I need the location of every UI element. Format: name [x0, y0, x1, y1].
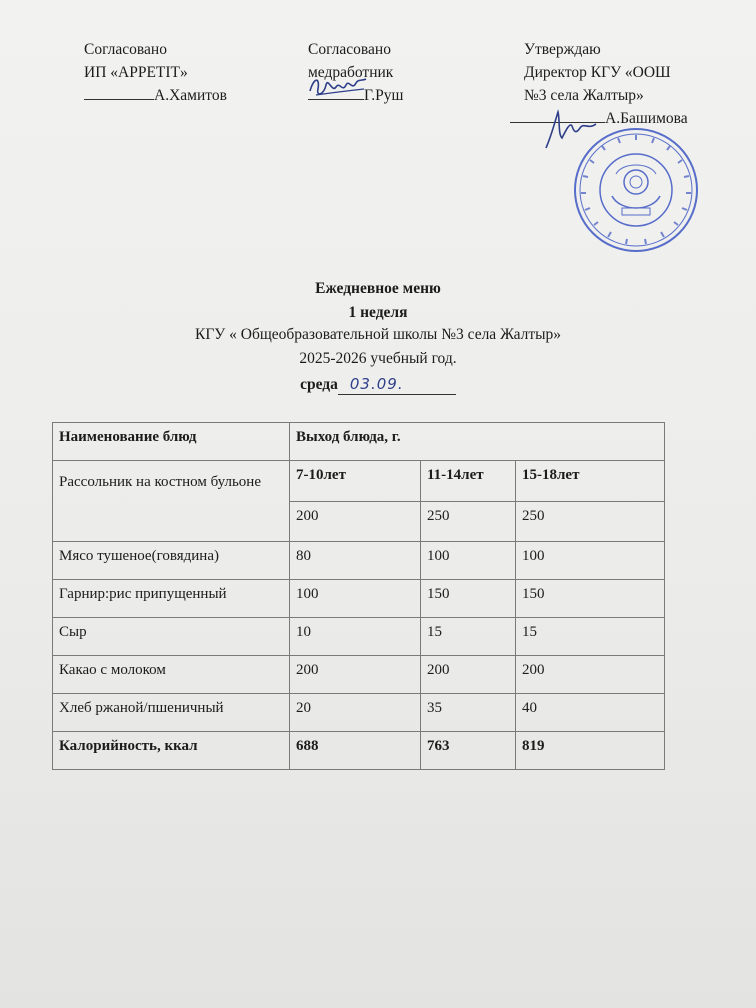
table-cell: 150 [421, 580, 516, 618]
table-cell: 250 [516, 501, 665, 542]
header-dish-name: Наименование блюд [53, 423, 290, 461]
table-cell: 10 [290, 618, 421, 656]
approval-title: Согласовано [308, 41, 391, 58]
date-field [338, 375, 456, 395]
age-header: 11-14лет [421, 461, 516, 502]
table-cell: 15 [516, 618, 665, 656]
table-cell: 200 [290, 501, 421, 542]
table-cell: 80 [290, 542, 421, 580]
table-cell: 200 [421, 656, 516, 694]
total-cell: 763 [421, 732, 516, 770]
dish-name [53, 461, 290, 542]
approval-org: медработник [308, 64, 394, 81]
menu-title: Ежедневное меню [315, 280, 441, 297]
approval-name: Г.Руш [364, 87, 404, 104]
table-cell: 20 [290, 694, 421, 732]
dish-name: Сыр [53, 618, 290, 656]
table-row [53, 656, 665, 694]
approval-title: Утверждаю [524, 41, 601, 58]
approval-name: А.Башимова [605, 110, 688, 127]
academic-year: 2025-2026 учебный год. [299, 350, 457, 367]
table-cell: 250 [421, 501, 516, 542]
approval-name: А.Хамитов [154, 87, 227, 104]
signature-blank [84, 85, 154, 100]
table-row [53, 542, 665, 580]
table-cell: 100 [421, 542, 516, 580]
approval-org: ИП «APPETIT» [84, 64, 188, 81]
dish-name-text: Рассольник на костном бульоне [59, 474, 261, 490]
dish-name: Мясо тушеное(говядина) [53, 542, 290, 580]
day-of-week: среда [300, 376, 338, 393]
table-cell: 40 [516, 694, 665, 732]
dish-name: Хлеб ржаной/пшеничный [53, 694, 290, 732]
approval-signature-line [308, 84, 403, 107]
table-cell: 100 [290, 580, 421, 618]
dish-name: Какао с молоком [53, 656, 290, 694]
school-name: КГУ « Общеобразовательной школы №3 села Жалтыр» [194, 326, 562, 343]
table-row [53, 461, 665, 502]
signature-blank [308, 85, 364, 100]
total-label: Калорийность, ккал [53, 732, 290, 770]
table-cell: 200 [290, 656, 421, 694]
approval-org: Директор КГУ «ООШ [524, 64, 671, 81]
day-date-line [0, 375, 756, 395]
totals-row [53, 732, 665, 770]
header-output: Выход блюда, г. [290, 423, 665, 461]
approval-block-2 [308, 38, 403, 107]
approval-block-1 [84, 38, 227, 107]
official-stamp-icon [572, 126, 700, 254]
table-cell: 150 [516, 580, 665, 618]
age-header: 7-10лет [290, 461, 421, 502]
approval-org-line2: №3 села Жалтыр» [524, 87, 644, 104]
approval-signature-line [84, 84, 227, 107]
table-cell: 100 [516, 542, 665, 580]
approval-title: Согласовано [84, 41, 167, 58]
table-row [53, 580, 665, 618]
table-cell: 15 [421, 618, 516, 656]
handwritten-date: 03.09. [349, 375, 404, 393]
table-cell: 200 [516, 656, 665, 694]
table-cell: 35 [421, 694, 516, 732]
age-header: 15-18лет [516, 461, 665, 502]
table-row [53, 694, 665, 732]
signature-icon [306, 71, 372, 101]
table-header-row [53, 423, 665, 461]
total-cell: 688 [290, 732, 421, 770]
menu-table [52, 422, 665, 770]
total-cell: 819 [516, 732, 665, 770]
dish-name: Гарнир:рис припущенный [53, 580, 290, 618]
week-label: 1 неделя [348, 304, 408, 321]
table-row [53, 618, 665, 656]
